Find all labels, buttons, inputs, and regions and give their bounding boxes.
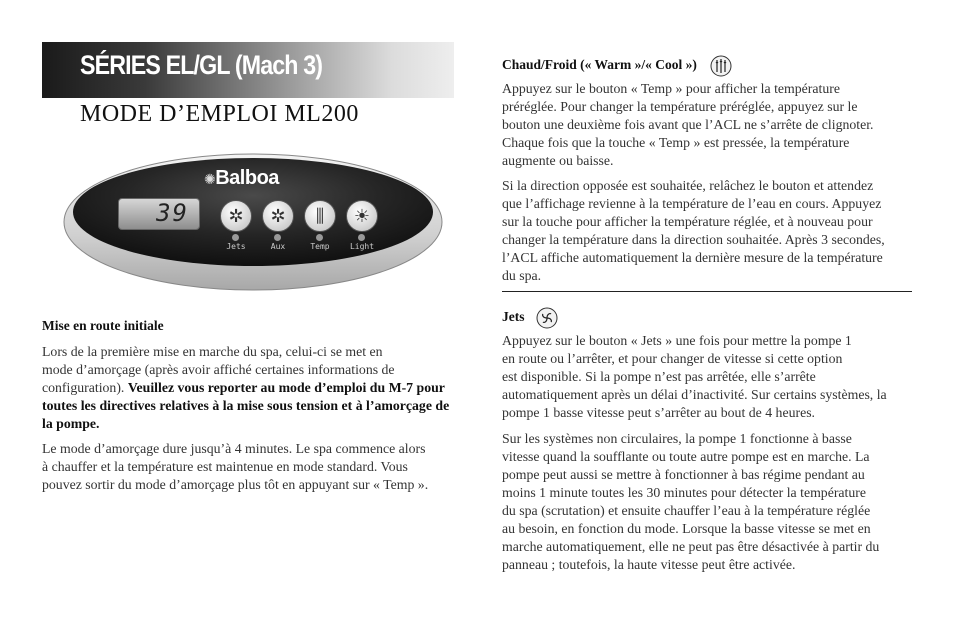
jets-icon: ✲ — [228, 206, 244, 226]
text-line: bouton une deuxième fois avant que l’ACL ne s’arrête de clignoter. — [502, 117, 874, 132]
light-indicator — [358, 234, 365, 241]
bold-text-line: la pompe. — [42, 416, 100, 431]
bold-text-line: toutes les directives relatives à la mise sous tension et à l’amorçage de — [42, 398, 450, 413]
text-line: au besoin, en fonction du mode. Lorsque la basse vitesse se met en — [502, 521, 871, 536]
text-line: pompe 1 basse vitesse peut s’arrêter au bout de 4 heures. — [502, 405, 816, 420]
text-line: Si la direction opposée est souhaitée, relâchez le bouton et attendez — [502, 178, 874, 193]
text-line: sur la touche pour afficher la température réglée, et à nouveau pour — [502, 214, 873, 229]
text-line: Appuyez sur le bouton « Jets » une fois pour mettre la pompe 1 — [502, 333, 852, 348]
jets-label: Jets — [226, 242, 246, 251]
text-line: Chaque fois que la touche « Temp » est pressée, la température — [502, 135, 850, 150]
series-banner — [42, 42, 454, 98]
sunburst-icon: ✺ — [204, 171, 216, 187]
jets-icon — [536, 307, 558, 329]
text-line: du spa. — [502, 268, 542, 283]
section-divider — [502, 291, 912, 292]
brand-name: Balboa — [215, 167, 279, 189]
text-line — [42, 379, 457, 397]
jets-heading-text: Jets — [502, 309, 525, 325]
light-label: Light — [349, 242, 375, 251]
text-line: panneau ; toutefois, la haute vitesse peut être activée. — [502, 557, 796, 572]
light-icon: ☀ — [353, 206, 371, 226]
text-line: en route ou l’arrêter, et pour changer de vitesse si cette option — [502, 351, 843, 366]
control-panel-image — [62, 152, 444, 292]
lcd-display — [118, 198, 200, 230]
temp-icon — [710, 55, 732, 77]
aux-indicator — [274, 234, 281, 241]
jets-paragraph-2 — [502, 430, 912, 574]
warm-cool-heading — [502, 55, 732, 77]
aux-icon: ✲ — [270, 206, 286, 226]
text-line: changer la température dans la direction souhaitée. Après 3 secondes, — [502, 232, 885, 247]
temperature-readout: 39 — [156, 199, 189, 227]
bold-text-segment: Veuillez vous reporter au mode d’emploi du M-7 pour — [127, 380, 445, 395]
text-line: mode d’amorçage (après avoir affiché certaines informations de — [42, 362, 395, 377]
aux-button[interactable] — [262, 200, 294, 232]
warm-cool-heading-text: Chaud/Froid (« Warm »/« Cool ») — [502, 57, 697, 73]
aux-label: Aux — [270, 242, 286, 251]
temp-label: Temp — [310, 242, 330, 251]
text-line: marche automatiquement, elle ne peut pas être désactivée à partir du — [502, 539, 880, 554]
text-line: pouvez sortir du mode d’amorçage plus tôt en appuyant sur « Temp ». — [42, 477, 429, 492]
text-line: moins 1 minute toutes les 30 minutes pour détecter la température — [502, 485, 866, 500]
jets-heading — [502, 307, 558, 329]
text-line: Appuyez sur le bouton « Temp » pour afficher la température — [502, 81, 840, 96]
text-line: pompe peut aussi se mettre à fonctionner à bas régime pendant au — [502, 467, 865, 482]
text-line: Lors de la première mise en marche du spa, celui-ci se met en — [42, 344, 383, 359]
priming-mode-paragraph — [42, 440, 457, 494]
balboa-logo — [204, 167, 279, 190]
temp-icon: ⫼ — [315, 206, 325, 226]
text-line: automatiquement après un délai d’inactivité. Sur certains systèmes, la — [502, 387, 887, 402]
temp-indicator — [316, 234, 323, 241]
series-title: SÉRIES EL/GL (Mach 3) — [80, 50, 323, 80]
text-line: augmente ou baisse. — [502, 153, 614, 168]
warm-cool-paragraph-2 — [502, 177, 912, 285]
light-button[interactable] — [346, 200, 378, 232]
text-line: Sur les systèmes non circulaires, la pompe 1 fonctionne à basse — [502, 431, 852, 446]
text-line: est disponible. Si la pompe n’est pas arrêtée, elle s’arrête — [502, 369, 816, 384]
text-line: l’ACL affiche automatiquement la dernière mesure de la température — [502, 250, 883, 265]
text-line: vitesse quand la soufflante ou toute autre pompe est en marche. La — [502, 449, 870, 464]
initial-startup-paragraph — [42, 343, 457, 433]
warm-cool-paragraph-1 — [502, 80, 912, 170]
text-line: du spa (scrutation) et ensuite chauffer l’eau à la température réglée — [502, 503, 871, 518]
text-line: à chauffer et la température est maintenue en mode standard. Vous — [42, 459, 408, 474]
text-line: préréglée. Pour changer la température préréglée, appuyez sur le — [502, 99, 858, 114]
jets-paragraph-1 — [502, 332, 912, 422]
initial-startup-heading: Mise en route initiale — [42, 318, 164, 333]
jets-button[interactable] — [220, 200, 252, 232]
temp-button[interactable] — [304, 200, 336, 232]
document-title: MODE D’EMPLOI ML200 — [80, 101, 359, 127]
text-segment: configuration). — [42, 380, 128, 395]
text-line: que l’affichage revienne à la température de l’eau en cours. Appuyez — [502, 196, 882, 211]
text-line: Le mode d’amorçage dure jusqu’à 4 minutes. Le spa commence alors — [42, 441, 426, 456]
jets-indicator — [232, 234, 239, 241]
